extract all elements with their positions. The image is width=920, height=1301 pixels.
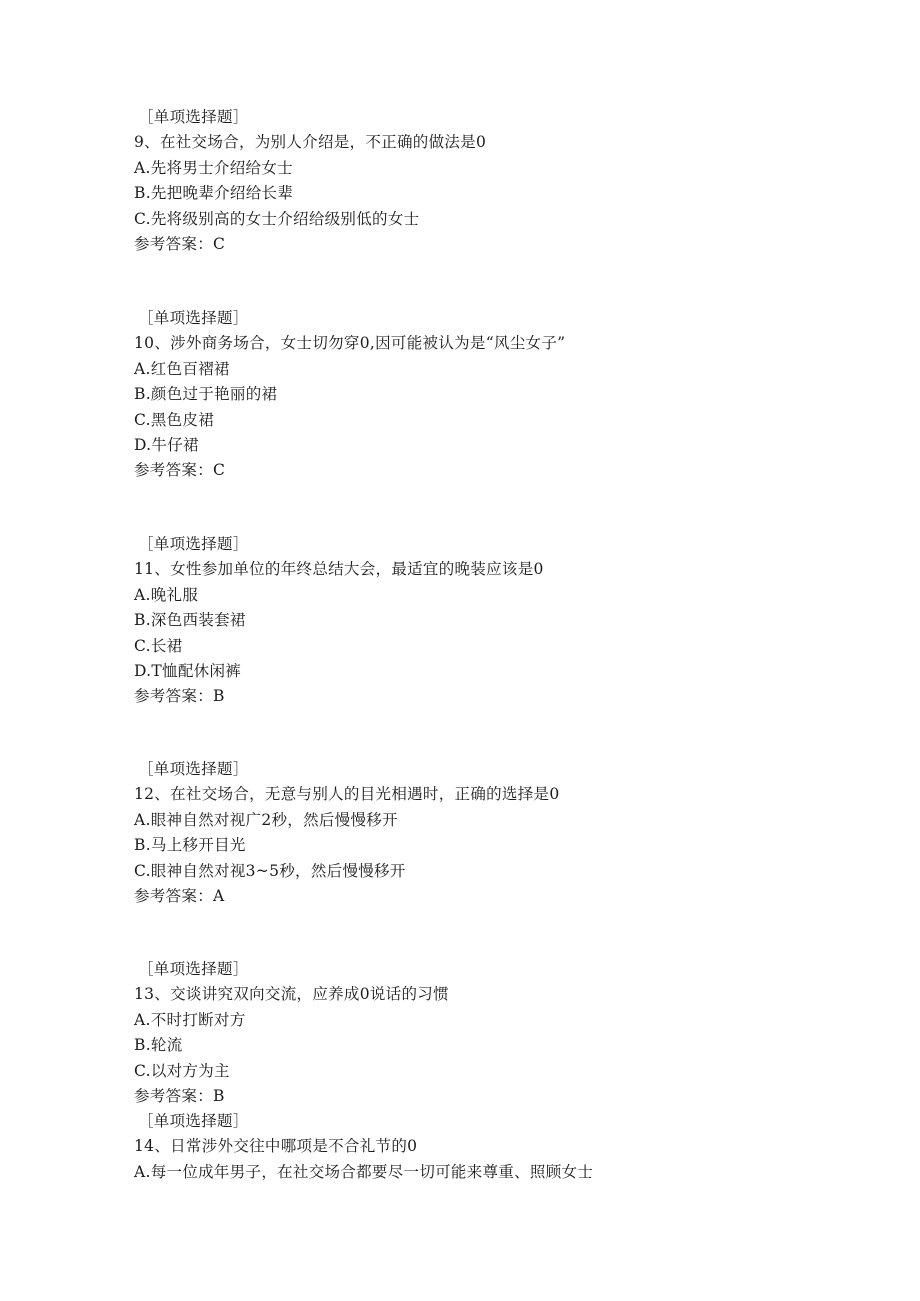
option-b: B.马上移开目光	[134, 836, 246, 855]
option-a: A.红色百褶裙	[134, 359, 230, 378]
question-10	[134, 306, 834, 484]
option-a: A.先将男士介绍给女士	[134, 158, 293, 177]
option-c: C.黑色皮裙	[134, 410, 215, 429]
option-a: A.眼神自然对视广2秒，然后慢慢移开	[134, 810, 398, 829]
question-type-label: ［单项选择题］	[138, 535, 249, 553]
question-type-label: ［单项选择题］	[138, 309, 249, 327]
question-stem: 11、女性参加单位的年终总结大会，最适宜的晚装应该是0	[134, 560, 544, 579]
question-stem: 13、交谈讲究双向交流，应养成0说话的习惯	[134, 985, 449, 1004]
question-stem: 12、在社交场合，无意与别人的目光相遇时，正确的选择是0	[134, 785, 560, 804]
question-9	[134, 105, 834, 257]
option-a: A.每一位成年男子，在社交场合都要尽一切可能来尊重、照顾女士	[134, 1162, 594, 1181]
question-type-label: ［单项选择题］	[138, 1112, 249, 1130]
option-b: B.深色西装套裙	[134, 611, 246, 630]
question-stem: 14、日常涉外交往中哪项是不合礼节的0	[134, 1137, 418, 1156]
reference-answer: 参考答案：C	[134, 234, 226, 253]
question-type-label: ［单项选择题］	[138, 960, 249, 978]
option-b: B.先把晚辈介绍给长辈	[134, 184, 294, 203]
reference-answer: 参考答案：B	[134, 687, 225, 706]
option-b: B.颜色过于艳丽的裙	[134, 385, 278, 404]
question-11	[134, 532, 834, 710]
question-type-label: ［单项选择题］	[138, 108, 249, 126]
option-d: D.牛仔裙	[134, 435, 199, 454]
option-b: B.轮流	[134, 1036, 183, 1055]
question-type-label: ［单项选择题］	[138, 760, 249, 778]
option-a: A.不时打断对方	[134, 1010, 246, 1029]
option-c: C.眼神自然对视3~5秒，然后慢慢移开	[134, 861, 406, 880]
option-c: C.以对方为主	[134, 1061, 230, 1080]
question-13	[134, 957, 834, 1109]
question-stem: 10、涉外商务场合，女士切勿穿0,因可能被认为是“风尘女子”	[134, 334, 566, 353]
option-c: C.先将级别高的女士介绍给级别低的女士	[134, 209, 420, 228]
question-14	[134, 1109, 834, 1185]
question-12	[134, 757, 834, 909]
option-c: C.长裙	[134, 636, 183, 655]
option-d: D.T恤配休闲裤	[134, 661, 242, 680]
reference-answer: 参考答案：C	[134, 461, 226, 480]
option-a: A.晚礼服	[134, 585, 199, 604]
reference-answer: 参考答案：B	[134, 1086, 225, 1105]
reference-answer: 参考答案：A	[134, 886, 225, 905]
question-stem: 9、在社交场合，为别人介绍是，不正确的做法是0	[134, 133, 487, 152]
